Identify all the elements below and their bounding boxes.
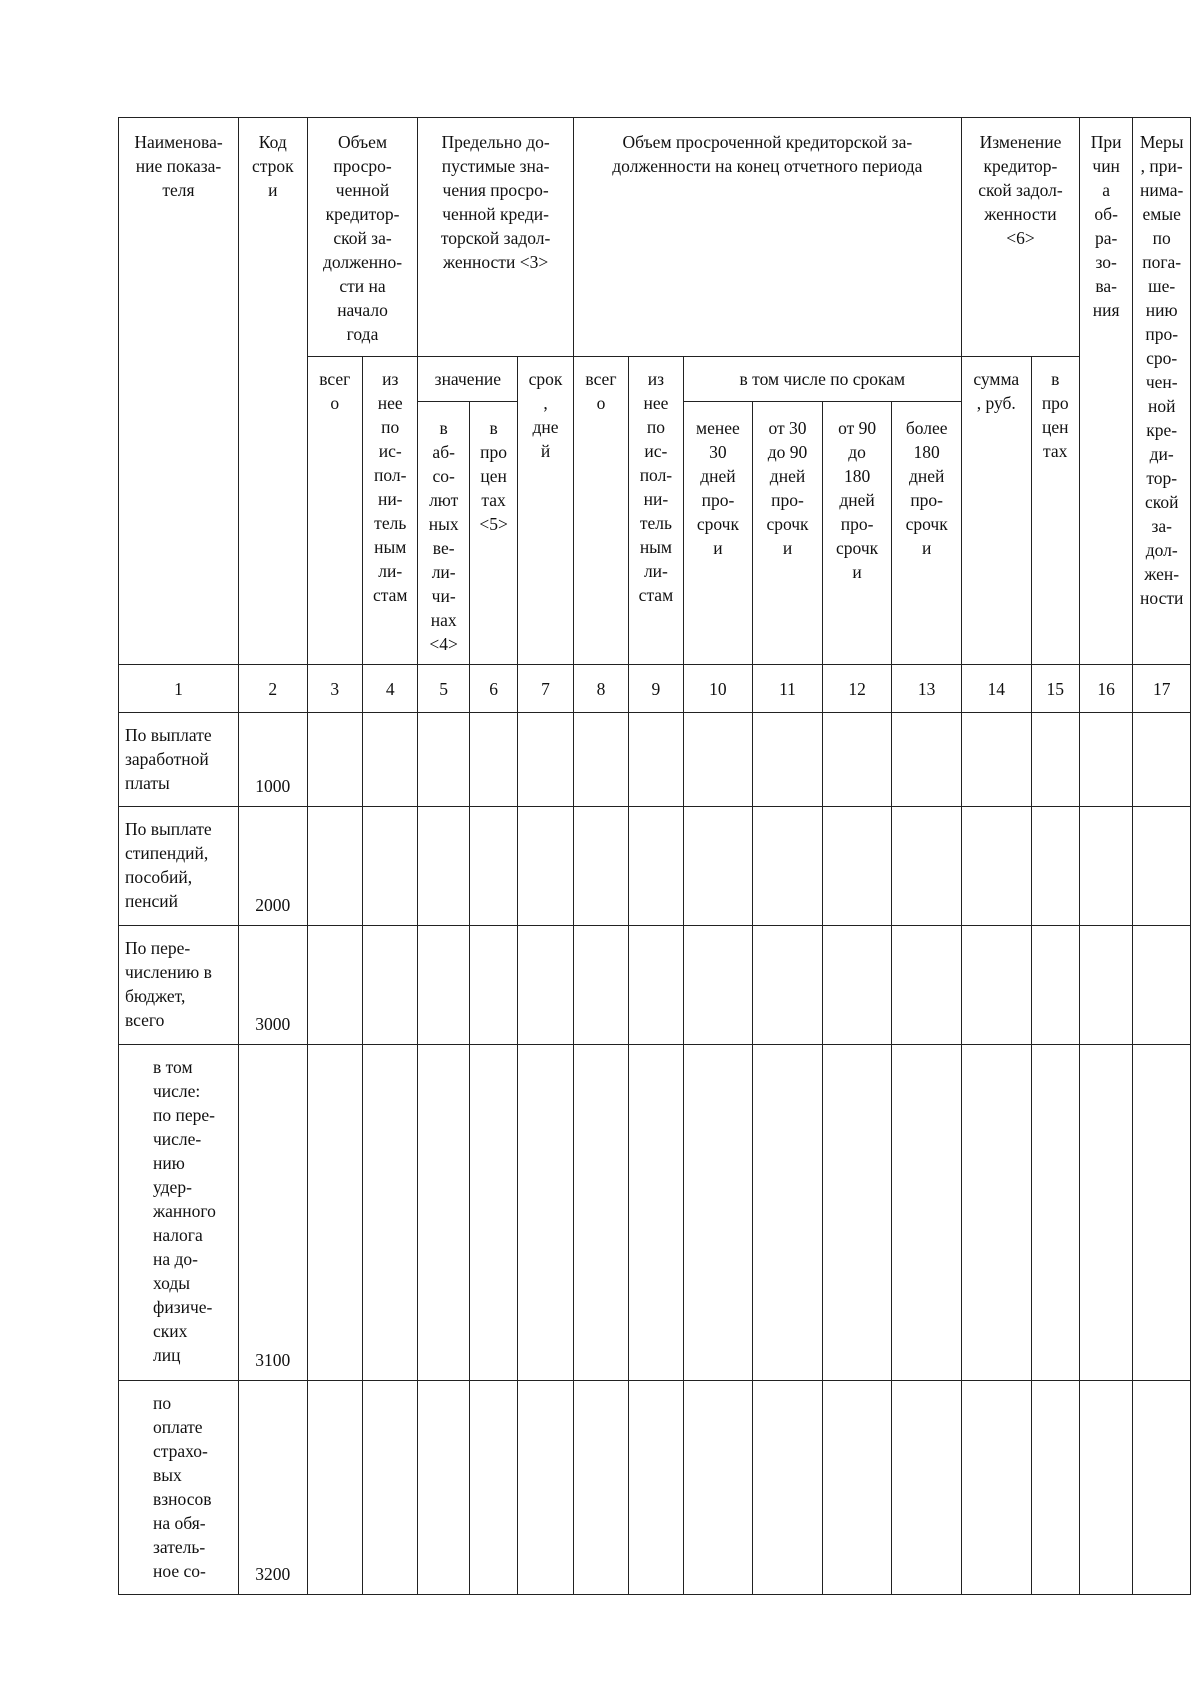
table-cell bbox=[892, 1045, 962, 1381]
header-col13-gt180: более 180 дней про- срочк и bbox=[892, 402, 962, 665]
table-cell bbox=[1079, 807, 1132, 926]
column-number: 5 bbox=[418, 665, 469, 713]
table-cell bbox=[469, 807, 517, 926]
header-col9-exec: из нее по ис- пол- ни- тель ным ли- стам bbox=[629, 357, 683, 665]
table-cell bbox=[961, 1045, 1031, 1381]
table-cell bbox=[753, 1381, 823, 1595]
table-cell bbox=[753, 713, 823, 807]
table-cell bbox=[629, 713, 683, 807]
table-cell bbox=[518, 1045, 573, 1381]
table-cell bbox=[1079, 1045, 1132, 1381]
table-cell bbox=[1031, 1045, 1079, 1381]
header-col7-term: срок , дне й bbox=[518, 357, 573, 665]
table-row bbox=[119, 807, 1191, 926]
header-col12-90-180: от 90 до 180 дней про- срочк и bbox=[822, 402, 892, 665]
table-cell bbox=[363, 1381, 418, 1595]
header-overdue-start-year: Объем просро- ченной кредитор- ской за- долженно- сти на начало года bbox=[307, 118, 418, 357]
row-code: 1000 bbox=[239, 713, 308, 807]
table-cell bbox=[961, 1381, 1031, 1595]
table-row bbox=[119, 1045, 1191, 1381]
table-cell bbox=[469, 926, 517, 1045]
header-value: значение bbox=[418, 357, 518, 402]
column-number: 7 bbox=[518, 665, 573, 713]
report-table bbox=[118, 117, 1191, 1595]
header-col8-total: всег о bbox=[573, 357, 628, 665]
table-cell bbox=[892, 1381, 962, 1595]
table-cell bbox=[307, 713, 362, 807]
table-cell bbox=[629, 1381, 683, 1595]
table-cell bbox=[1133, 1045, 1191, 1381]
table-cell bbox=[753, 1045, 823, 1381]
table-cell bbox=[573, 1381, 628, 1595]
table-cell bbox=[822, 1381, 892, 1595]
table-cell bbox=[961, 713, 1031, 807]
table-cell bbox=[1133, 926, 1191, 1045]
table-cell bbox=[518, 1381, 573, 1595]
table-cell bbox=[683, 807, 753, 926]
column-number: 10 bbox=[683, 665, 753, 713]
header-row-1 bbox=[119, 118, 1191, 357]
table-cell bbox=[363, 807, 418, 926]
column-number: 15 bbox=[1031, 665, 1079, 713]
row-code: 3100 bbox=[239, 1045, 308, 1381]
table-cell bbox=[573, 807, 628, 926]
header-overdue-end-period: Объем просроченной кредиторской за- долженности на конец отчетного периода bbox=[573, 118, 961, 357]
header-col3-total: всег о bbox=[307, 357, 362, 665]
table-cell bbox=[822, 926, 892, 1045]
header-indicator-name: Наименова- ние показа- теля bbox=[119, 118, 239, 665]
header-max-allowed: Предельно до- пустимые зна- чения просро- ченной креди- торской задол- женности <3> bbox=[418, 118, 573, 357]
table-cell bbox=[683, 713, 753, 807]
table-cell bbox=[1031, 713, 1079, 807]
table-cell bbox=[683, 1381, 753, 1595]
table-cell bbox=[1079, 1381, 1132, 1595]
table-cell bbox=[822, 1045, 892, 1381]
table-cell bbox=[1133, 1381, 1191, 1595]
row-name: По пере- числению в бюджет, всего bbox=[119, 926, 239, 1045]
table-cell bbox=[573, 926, 628, 1045]
row-code: 3200 bbox=[239, 1381, 308, 1595]
column-number: 9 bbox=[629, 665, 683, 713]
column-number: 1 bbox=[119, 665, 239, 713]
table-cell bbox=[1079, 713, 1132, 807]
table-row bbox=[119, 1381, 1191, 1595]
table-cell bbox=[469, 713, 517, 807]
table-row bbox=[119, 713, 1191, 807]
table-cell bbox=[363, 1045, 418, 1381]
table-cell bbox=[307, 807, 362, 926]
header-row-code: Код строк и bbox=[239, 118, 308, 665]
table-cell bbox=[418, 807, 469, 926]
table-cell bbox=[469, 1045, 517, 1381]
row-code: 3000 bbox=[239, 926, 308, 1045]
row-name: по оплате страхо- вых взносов на обя- затель- ное со- bbox=[119, 1381, 239, 1595]
table-cell bbox=[822, 713, 892, 807]
table-cell bbox=[753, 807, 823, 926]
header-col15-percent: в про цен тах bbox=[1031, 357, 1079, 665]
header-reason: При чин а об- ра- зо- ва- ния bbox=[1079, 118, 1132, 665]
header-col14-sum: сумма , руб. bbox=[961, 357, 1031, 665]
table-cell bbox=[629, 1045, 683, 1381]
table-cell bbox=[1133, 713, 1191, 807]
table-cell bbox=[683, 1045, 753, 1381]
row-name: По выплате стипендий, пособий, пенсий bbox=[119, 807, 239, 926]
table-row bbox=[119, 926, 1191, 1045]
header-col11-30-90: от 30 до 90 дней про- срочк и bbox=[753, 402, 823, 665]
table-cell bbox=[892, 926, 962, 1045]
table-cell bbox=[307, 1381, 362, 1595]
header-col4-exec: из нее по ис- пол- ни- тель ным ли- стам bbox=[363, 357, 418, 665]
table-cell bbox=[629, 926, 683, 1045]
table-cell bbox=[1031, 807, 1079, 926]
table-cell bbox=[573, 713, 628, 807]
column-number: 16 bbox=[1079, 665, 1132, 713]
row-name: в том числе: по пере- числе- нию удер- жанного налога на до- ходы физиче- ских лиц bbox=[119, 1045, 239, 1381]
header-col6-percent: в про цен тах <5> bbox=[469, 402, 517, 665]
table-cell bbox=[307, 926, 362, 1045]
header-col10-lt30: менее 30 дней про- срочк и bbox=[683, 402, 753, 665]
column-number: 6 bbox=[469, 665, 517, 713]
column-number: 2 bbox=[239, 665, 308, 713]
table-cell bbox=[469, 1381, 517, 1595]
table-cell bbox=[307, 1045, 362, 1381]
header-by-terms: в том числе по срокам bbox=[683, 357, 961, 402]
row-name: По выплате заработной платы bbox=[119, 713, 239, 807]
column-number: 4 bbox=[363, 665, 418, 713]
row-code: 2000 bbox=[239, 807, 308, 926]
header-col5-absolute: в аб- со- лют ных ве- ли- чи- нах <4> bbox=[418, 402, 469, 665]
table-cell bbox=[573, 1045, 628, 1381]
table-cell bbox=[822, 807, 892, 926]
column-number: 17 bbox=[1133, 665, 1191, 713]
table-cell bbox=[418, 1381, 469, 1595]
column-number: 11 bbox=[753, 665, 823, 713]
table-cell bbox=[892, 807, 962, 926]
table-cell bbox=[683, 926, 753, 1045]
table-cell bbox=[518, 807, 573, 926]
column-number: 14 bbox=[961, 665, 1031, 713]
table-cell bbox=[418, 713, 469, 807]
table-cell bbox=[629, 807, 683, 926]
table-cell bbox=[1079, 926, 1132, 1045]
table-cell bbox=[518, 713, 573, 807]
header-change: Изменение кредитор- ской задол- женности <6> bbox=[961, 118, 1079, 357]
table-cell bbox=[418, 926, 469, 1045]
table-cell bbox=[518, 926, 573, 1045]
column-number: 8 bbox=[573, 665, 628, 713]
table-cell bbox=[892, 713, 962, 807]
table-cell bbox=[363, 713, 418, 807]
table-cell bbox=[1031, 926, 1079, 1045]
column-number: 12 bbox=[822, 665, 892, 713]
table-cell bbox=[961, 807, 1031, 926]
table-cell bbox=[961, 926, 1031, 1045]
header-measures: Меры , при- нима- емые по пога- ше- нию про- сро- чен- ной кре- ди- тор- ской за- дол- жен- ности bbox=[1133, 118, 1191, 665]
column-number: 3 bbox=[307, 665, 362, 713]
table-cell bbox=[1133, 807, 1191, 926]
table-cell bbox=[753, 926, 823, 1045]
table-cell bbox=[1031, 1381, 1079, 1595]
column-number: 13 bbox=[892, 665, 962, 713]
table-cell bbox=[418, 1045, 469, 1381]
table-cell bbox=[363, 926, 418, 1045]
column-numbers-row bbox=[119, 665, 1191, 713]
